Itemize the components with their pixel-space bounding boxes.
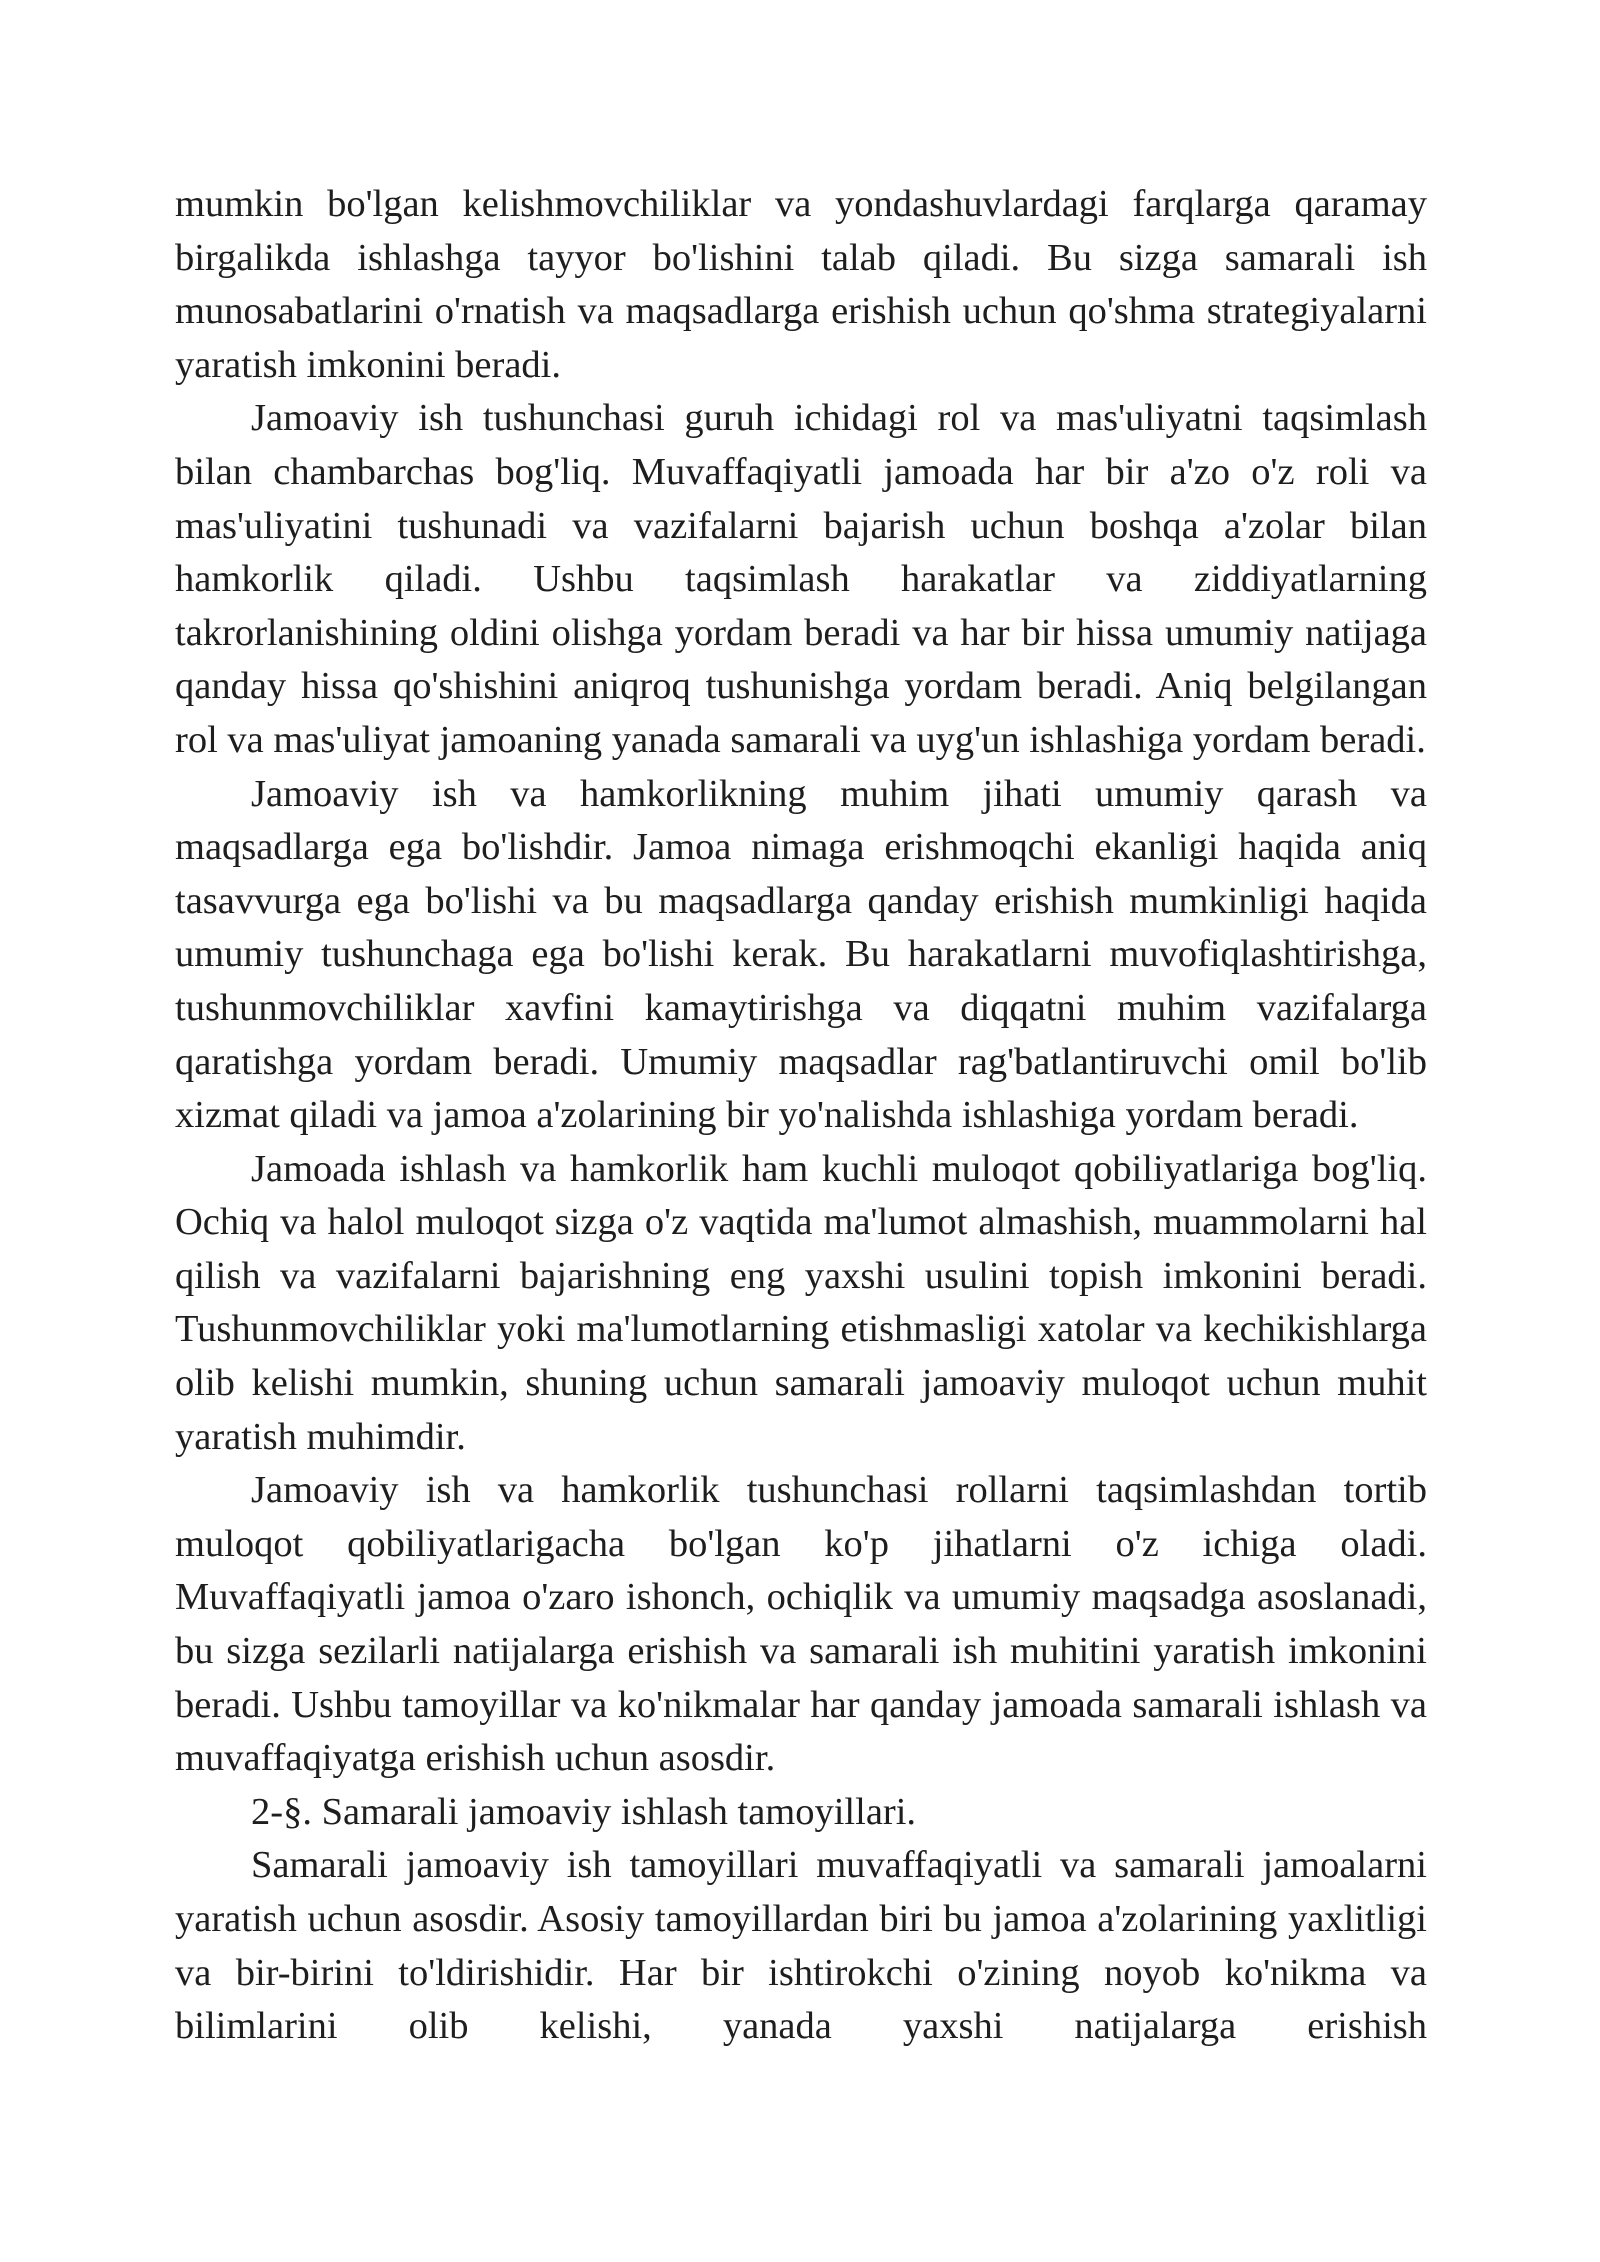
paragraph-continuation: mumkin bo'lgan kelishmovchiliklar va yondashuvlardagi farqlarga qaramay birgalikda ishlashga tayyor bo'lishini talab qiladi. Bu sizga samarali ish munosabatlarini o'rnatish va maqsadlarga erishish uchun qo'shma strategiyalarni yaratish imkonini beradi. — [175, 183, 1427, 386]
paragraph-summary: Jamoaviy ish va hamkorlik tushunchasi rollarni taqsimlashdan tortib muloqot qobiliyatlarigacha bo'lgan ko'p jihatlarni o'z ichiga oladi. Muvaffaqiyatli jamoa o'zaro ishonch, ochiqlik va umumiy maqsadga asoslanadi, bu sizga sezilarli natijalarga erishish va samarali ish muhitini yaratish imkonini beradi. Ushbu tamoyillar va ko'nikmalar har qanday jamoada samarali ishlash va muvaffaqiyatga erishish uchun asosdir. — [175, 1469, 1427, 1780]
paragraph-communication: Jamoada ishlash va hamkorlik ham kuchli muloqot qobiliyatlariga bog'liq. Ochiq va halol muloqot sizga o'z vaqtida ma'lumot almashish, muammolarni hal qilish va vazifalarni bajarishning eng yaxshi usulini topish imkonini beradi. Tushunmovchiliklar yoki ma'lumotlarning etishmasligi xatolar va kechikishlarga olib kelishi mumkin, shuning uchun samarali jamoaviy muloqot uchun muhit yaratish muhimdir. — [175, 1147, 1427, 1458]
paragraph-roles-responsibilities: Jamoaviy ish tushunchasi guruh ichidagi rol va mas'uliyatni taqsimlash bilan chambarchas bog'liq. Muvaffaqiyatli jamoada har bir a'zo o'z roli va mas'uliyatini tushunadi va vazifalarni bajarish uchun boshqa a'zolar bilan hamkorlik qiladi. Ushbu taqsimlash harakatlar va ziddiyatlarning takrorlanishining oldini olishga yordam beradi va har bir hissa umumiy natijaga qanday hissa qo'shishini aniqroq tushunishga yordam beradi. Aniq belgilangan rol va mas'uliyat jamoaning yanada samarali va uyg'un ishlashiga yordam beradi. — [175, 397, 1427, 761]
paragraph-shared-goals: Jamoaviy ish va hamkorlikning muhim jihati umumiy qarash va maqsadlarga ega bo'lishdir. Jamoa nimaga erishmoqchi ekanligi haqida aniq tasavvurga ega bo'lishi va bu maqsadlarga qanday erishish mumkinligi haqida umumiy tushunchaga ega bo'lishi kerak. Bu harakatlarni muvofiqlashtirishga, tushunmovchiliklar xavfini kamaytirishga va diqqatni muhim vazifalarga qaratishga yordam beradi. Umumiy maqsadlar rag'batlantiruvchi omil bo'lib xizmat qiladi va jamoa a'zolarining bir yo'nalishda ishlashiga yordam beradi. — [175, 772, 1427, 1137]
document-body — [175, 178, 1427, 2054]
paragraph-principles: Samarali jamoaviy ish tamoyillari muvaffaqiyatli va samarali jamoalarni yaratish uchun asosdir. Asosiy tamoyillardan biri bu jamoa a'zolarining yaxlitligi va bir-birini to'ldirishidir. Har bir ishtirokchi o'zining noyob ko'nikma va bilimlarini olib kelishi, yanada yaxshi natijalarga erishish — [175, 1844, 1427, 2048]
section-heading: 2-§. Samarali jamoaviy ishlash tamoyillari. — [251, 1790, 917, 1833]
